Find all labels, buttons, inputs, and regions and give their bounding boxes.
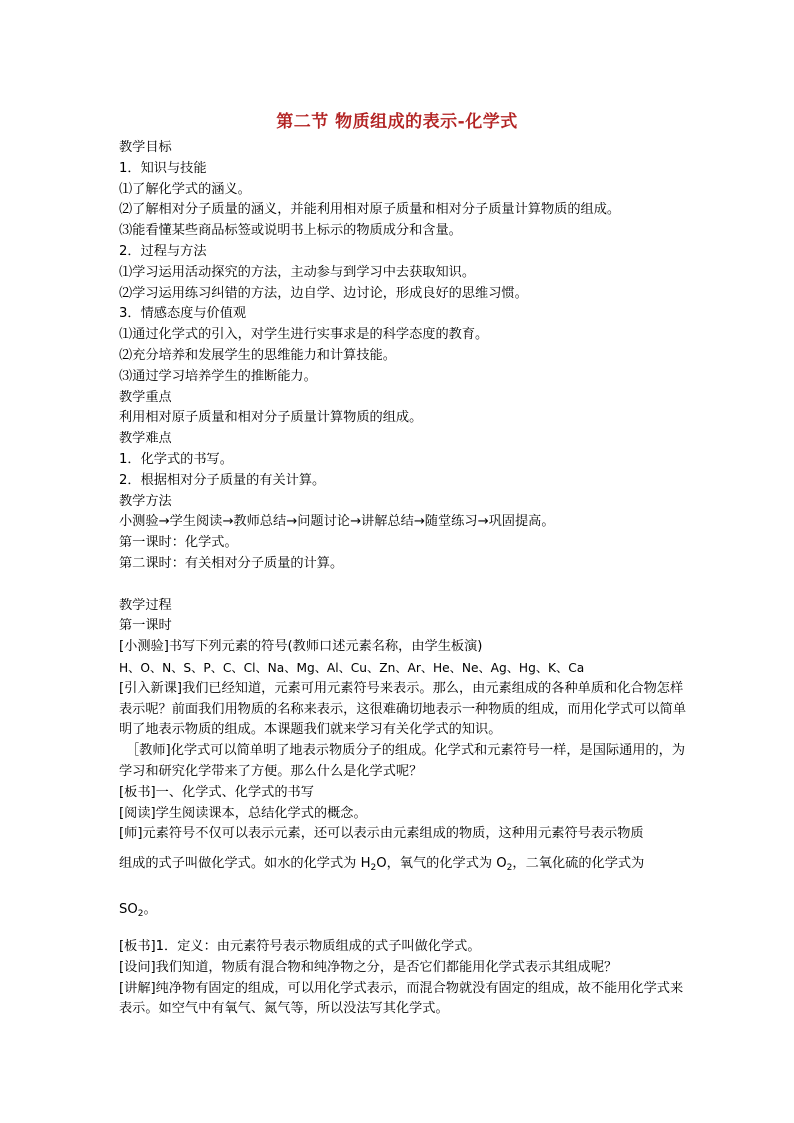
subscript: 2: [506, 863, 513, 874]
text-line: ⑵学习运用练习纠错的方法，边自学、边讨论，形成良好的思维习惯。: [119, 285, 528, 301]
text-line: 2．过程与方法: [119, 243, 207, 259]
text-line: ⑶能看懂某些商品标签或说明书上标示的物质成分和含量。: [119, 223, 462, 239]
text-line: ⑴学习运用活动探究的方法，主动参与到学习中去获取知识。: [119, 264, 476, 280]
heading-teaching-goals: 教学目标: [119, 140, 172, 155]
text-line: 1．知识与技能: [119, 160, 207, 176]
formula-text: 。: [143, 902, 157, 918]
text-line: [小测验]书写下列元素的符号(教师口述元素名称，由学生板演): [119, 639, 483, 655]
text-line: [板书]一、化学式、化学式的书写: [119, 784, 314, 800]
text-line: ⑴了解化学式的涵义。: [119, 181, 251, 197]
heading-teaching-methods: 教学方法: [119, 493, 172, 509]
page-title: 第二节 物质组成的表示-化学式: [276, 112, 518, 132]
text-line: 第一课时: [119, 618, 172, 634]
text-line: 利用相对原子质量和相对分子质量计算物质的组成。: [119, 410, 423, 426]
subscript: 2: [370, 863, 377, 874]
formula-line: [119, 895, 689, 929]
text-line: ⑵了解相对分子质量的涵义，并能利用相对原子质量和相对分子质量计算物质的组成。: [119, 202, 621, 218]
text-line: [师]元素符号不仅可以表示元素，还可以表示由元素组成的物质，这种用元素符号表示物质: [119, 826, 644, 842]
formula-text: O，氧气的化学式为 O: [376, 856, 507, 872]
paragraph-explain: [讲解]纯净物有固定的组成，可以用化学式表示，而混合物就没有固定的组成，故不能用化学式来表示。如空气中有氧气、氮气等，所以没法写其化学式。: [119, 980, 684, 1017]
blank-line: [119, 575, 689, 596]
text-line: [设问]我们知道，物质有混合物和纯净物之分，是否它们都能用化学式表示其组成呢？: [119, 959, 618, 975]
heading-key-points: 教学重点: [119, 389, 172, 405]
paragraph-teacher: ［教师]化学式可以简单明了地表示物质分子的组成。化学式和元素符号一样，是国际通用的，为学习和研究化学带来了方便。那么什么是化学式呢？: [119, 743, 686, 779]
document-body: [119, 138, 689, 1020]
text-line: ⑶通过学习培养学生的推断能力。: [119, 368, 317, 384]
text-line: 小测验→学生阅读→教师总结→问题讨论→讲解总结→随堂练习→巩固提高。: [119, 514, 555, 530]
paragraph-intro: [引入新课]我们已经知道，元素可用元素符号来表示。那么，由元素组成的各种单质和化合物怎样表示呢？前面我们用物质的名称来表示，这很难确切地表示一种物质的组成，而用化学式可以简单明了地表示物质的组成。本课题我们就来学习有关化学式的知识。: [119, 680, 687, 738]
text-line: [阅读]学生阅读课本，总结化学式的概念。: [119, 805, 367, 821]
text-line: 2．根据相对分子质量的有关计算。: [119, 472, 326, 488]
text-line: ⑴通过化学式的引入，对学生进行实事求是的科学态度的教育。: [119, 327, 489, 343]
text-line: 1．化学式的书写。: [119, 451, 233, 467]
heading-difficulties: 教学难点: [119, 431, 172, 447]
formula-line: [119, 849, 689, 883]
formula-text: SO: [119, 902, 138, 918]
element-symbols-line: H、O、N、S、P、C、Cl、Na、Mg、Al、Cu、Zn、Ar、He、Ne、Ag、Hg、K、Ca: [119, 660, 585, 675]
subscript: 2: [137, 909, 144, 920]
text-line: 3．情感态度与价值观: [119, 306, 247, 322]
text-line: 第一课时：化学式。: [119, 535, 238, 551]
heading-teaching-process: 教学过程: [119, 597, 172, 613]
text-line: 第二课时：有关相对分子质量的计算。: [119, 555, 344, 571]
formula-text: ，二氧化硫的化学式为: [512, 856, 645, 872]
text-line: ⑵充分培养和发展学生的思维能力和计算技能。: [119, 347, 396, 363]
formula-text: 组成的式子叫做化学式。如水的化学式为 H: [119, 856, 371, 872]
text-line: [板书]1．定义：由元素符号表示物质组成的式子叫做化学式。: [119, 939, 481, 955]
